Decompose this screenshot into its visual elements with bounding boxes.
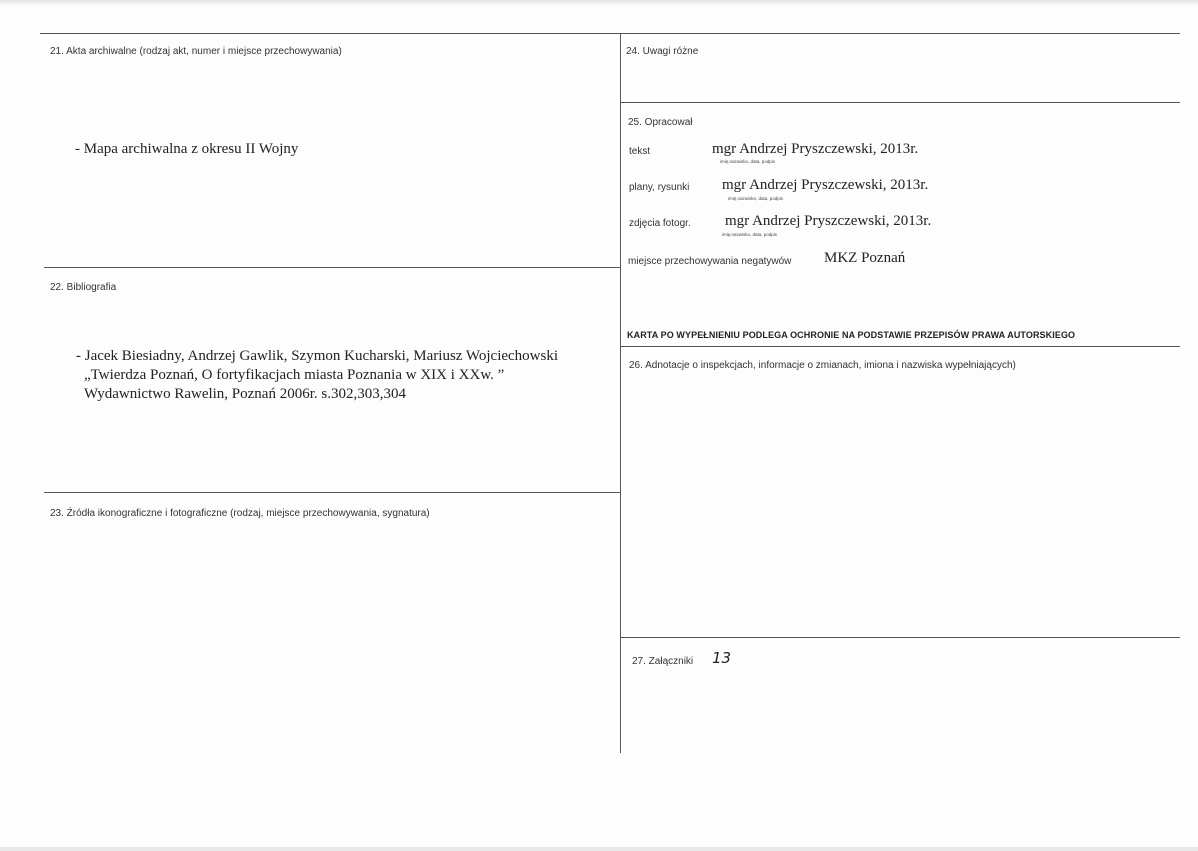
row-zdjecia-value: mgr Andrzej Pryszczewski, 2013r. — [725, 213, 932, 229]
attachments-count-handwritten: 13 — [712, 649, 732, 667]
scan-edge-top — [0, 0, 1198, 6]
bibliography-line: Wydawnictwo Rawelin, Poznań 2006r. s.302,303,304 — [84, 386, 406, 402]
divider-copyright-26 — [620, 346, 1180, 347]
divider-22-23 — [44, 492, 620, 493]
section-25-label: 25. Opracował — [628, 117, 693, 128]
section-26-label: 26. Adnotacje o inspekcjach, informacje o zmianach, imiona i nazwiska wypełniających) — [629, 360, 1016, 371]
row-zdjecia-label: zdjęcia fotogr. — [629, 218, 691, 229]
row-plany-value: mgr Andrzej Pryszczewski, 2013r. — [722, 177, 929, 193]
row-plany-label: plany, rysunki — [629, 182, 690, 193]
section-22-label: 22. Bibliografia — [50, 282, 117, 293]
copyright-notice: KARTA PO WYPEŁNIENIU PODLEGA OCHRONIE NA PODSTAWIE PRZEPISÓW PRAWA AUTORSKIEGO — [627, 330, 1076, 340]
section-21-label: 21. Akta archiwalne (rodzaj akt, numer i miejsce przechowywania) — [50, 46, 342, 57]
top-border-line — [40, 33, 1180, 34]
negatives-value: MKZ Poznań — [824, 250, 906, 266]
row-plany-caption: imię,nazwisko, data, podpis — [728, 196, 784, 201]
section-23-label: 23. Źródła ikonograficzne i fotograficzne (rodzaj, miejsce przechowywania, sygnatura) — [50, 508, 430, 519]
row-zdjecia-caption: imię,nazwisko, data, podpis — [722, 232, 778, 237]
negatives-label: miejsce przechowywania negatywów — [628, 256, 792, 267]
divider-26-27 — [620, 637, 1180, 638]
row-tekst-caption: imię,nazwisko, data, podpis — [720, 159, 776, 164]
bibliography-entry — [76, 347, 558, 404]
scan-edge-bottom — [0, 847, 1198, 851]
center-divider — [620, 33, 621, 753]
row-tekst-value: mgr Andrzej Pryszczewski, 2013r. — [712, 141, 919, 157]
divider-21-22 — [44, 267, 620, 268]
bibliography-line: „Twierdza Poznań, O fortyfikacjach miasta Poznania w XIX i XXw. ” — [84, 367, 505, 383]
row-tekst-label: tekst — [629, 146, 651, 157]
section-24-label: 24. Uwagi różne — [626, 46, 699, 57]
divider-24-25 — [620, 102, 1180, 103]
bibliography-line: - Jacek Biesiadny, Andrzej Gawlik, Szymon Kucharski, Mariusz Wojciechowski — [76, 348, 559, 364]
section-21-entry: - Mapa archiwalna z okresu II Wojny — [75, 141, 299, 157]
section-27-label: 27. Załączniki — [632, 656, 694, 667]
